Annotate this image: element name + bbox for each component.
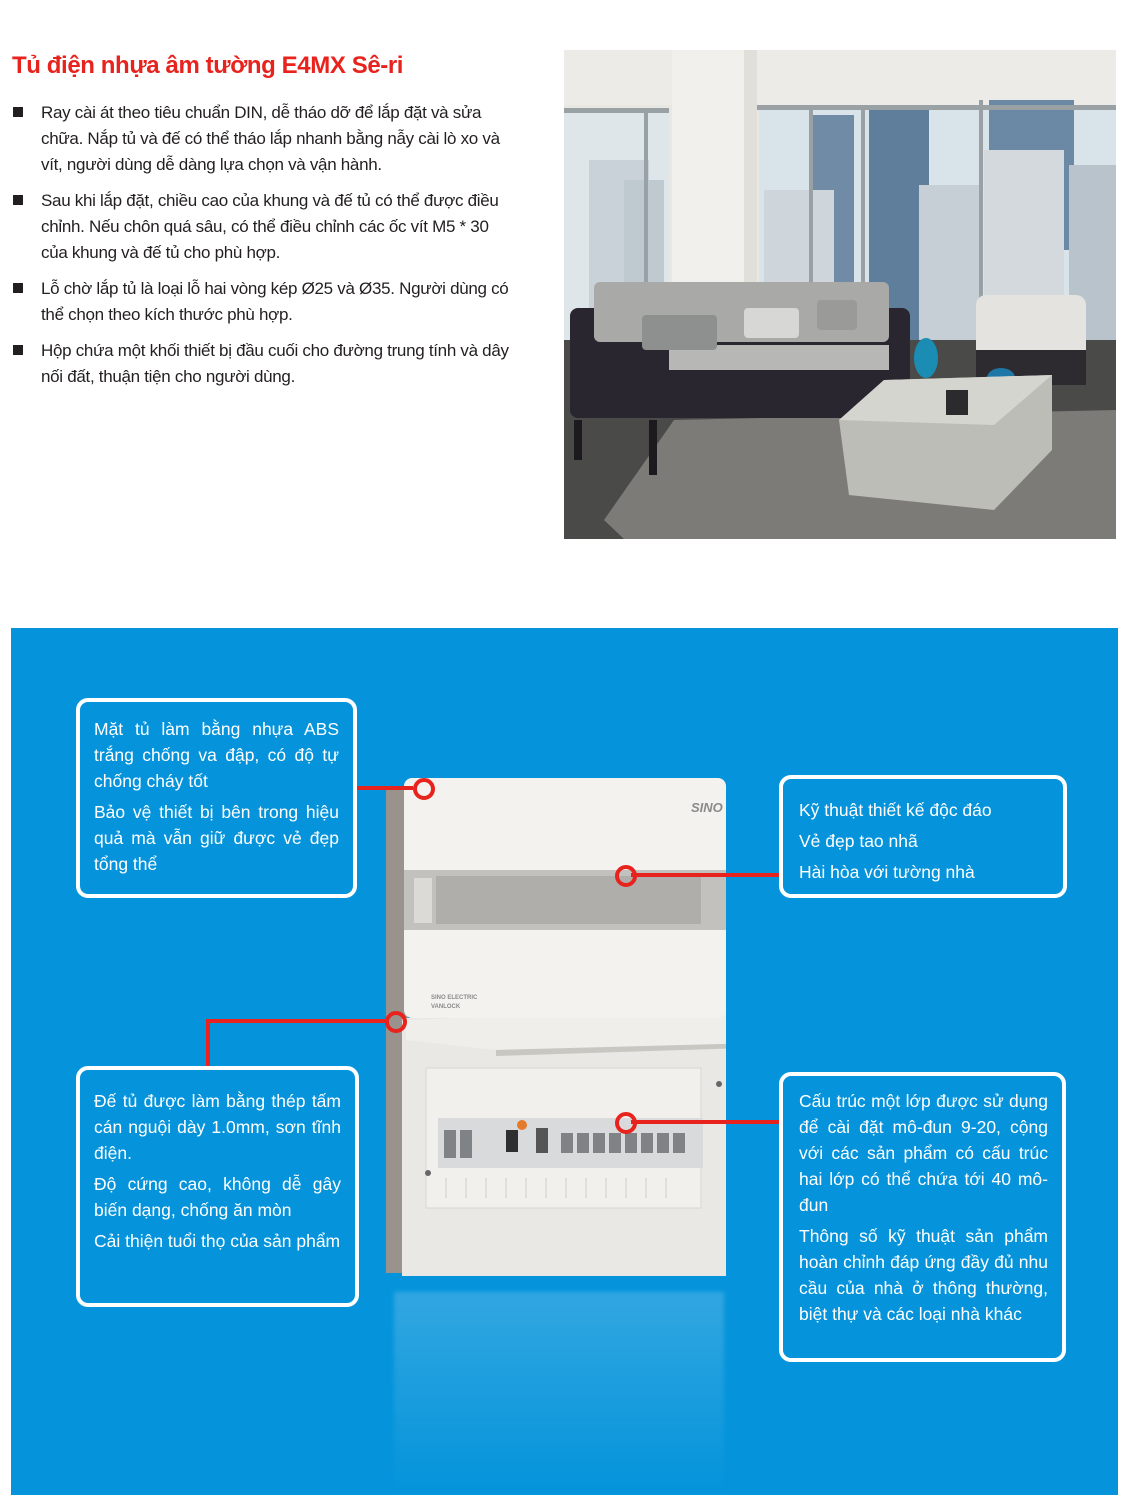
callout-text: Mặt tủ làm bằng nhựa ABS trắng chống va đập, có độ tự chống cháy tốt xyxy=(94,719,339,791)
brand-logo: SINO xyxy=(691,800,723,815)
product-reflection xyxy=(394,1292,724,1492)
callout-text: Độ cứng cao, không dễ gây biến dạng, chống ăn mòn xyxy=(94,1174,341,1220)
square-bullet-icon xyxy=(13,107,23,117)
connector-line-base-h xyxy=(206,1019,388,1023)
callout-text: Vẻ đẹp tao nhã xyxy=(799,831,918,851)
callout-structure xyxy=(779,1072,1066,1362)
connector-dot-structure xyxy=(615,1112,637,1134)
callout-text: Bảo vệ thiết bị bên trong hiệu quả mà vẫn giữ được vẻ đẹp tổng thể xyxy=(94,802,339,874)
callout-text: Đế tủ được làm bằng thép tấm cán nguội dày 1.0mm, sơn tĩnh điện. xyxy=(94,1091,341,1163)
electrical-cabinet-image xyxy=(386,778,726,1280)
product-label-line1: SINO ELECTRIC xyxy=(431,995,478,1001)
callout-front-cover xyxy=(76,698,357,898)
square-bullet-icon xyxy=(13,195,23,205)
square-bullet-icon xyxy=(13,283,23,293)
living-room-photo xyxy=(564,50,1116,539)
feature-item xyxy=(10,276,510,328)
feature-text: Hộp chứa một khối thiết bị đầu cuối cho đường trung tính và dây nối đất, thuận tiện cho người dùng. xyxy=(41,341,509,386)
feature-list xyxy=(10,100,510,400)
connector-dot-base xyxy=(385,1011,407,1033)
feature-item xyxy=(10,100,510,178)
feature-item xyxy=(10,338,510,390)
connector-dot-design xyxy=(615,865,637,887)
connector-line-base-v xyxy=(206,1019,210,1067)
feature-text: Ray cài át theo tiêu chuẩn DIN, dễ tháo dỡ để lắp đặt và sửa chữa. Nắp tủ và đế có thể tháo lắp nhanh bằng nẫy cài lò xo và vít, người dùng dễ dàng lựa chọn và vận hành. xyxy=(41,103,500,174)
callout-text: Thông số kỹ thuật sản phẩm hoàn chỉnh đáp ứng đầy đủ nhu cầu của nhà ở thông thường, biệt thự và các loại nhà khác xyxy=(799,1226,1048,1324)
connector-line-structure xyxy=(631,1120,781,1124)
feature-text: Sau khi lắp đặt, chiều cao của khung và đế tủ có thể được điều chỉnh. Nếu chôn quá sâu, có thể điều chỉnh các ốc vít M5 * 30 của khung và đế tủ cho phù hợp. xyxy=(41,191,499,262)
page-title: Tủ điện nhựa âm tường E4MX Sê-ri xyxy=(12,52,404,79)
product-feature-panel xyxy=(11,628,1118,1495)
callout-text: Hài hòa với tường nhà xyxy=(799,862,975,882)
callout-text: Cấu trúc một lớp được sử dụng để cài đặt mô-đun 9-20, cộng với các sản phẩm có cấu trúc hai lớp có thể chứa tới 40 mô-đun xyxy=(799,1091,1048,1215)
feature-text: Lỗ chờ lắp tủ là loại lỗ hai vòng kép Ø25 và Ø35. Người dùng có thể chọn theo kích thước phù hợp. xyxy=(41,279,509,324)
callout-text: Kỹ thuật thiết kế độc đáo xyxy=(799,800,992,820)
connector-dot-front-cover xyxy=(413,778,435,800)
callout-design xyxy=(779,775,1067,898)
connector-line-front-cover xyxy=(357,786,413,790)
product-label-line2: VANLOCK xyxy=(431,1004,461,1010)
callout-text: Cải thiện tuổi thọ của sản phẩm xyxy=(94,1231,341,1251)
square-bullet-icon xyxy=(13,345,23,355)
callout-base xyxy=(76,1066,359,1307)
feature-item xyxy=(10,188,510,266)
connector-line-design xyxy=(631,873,781,877)
